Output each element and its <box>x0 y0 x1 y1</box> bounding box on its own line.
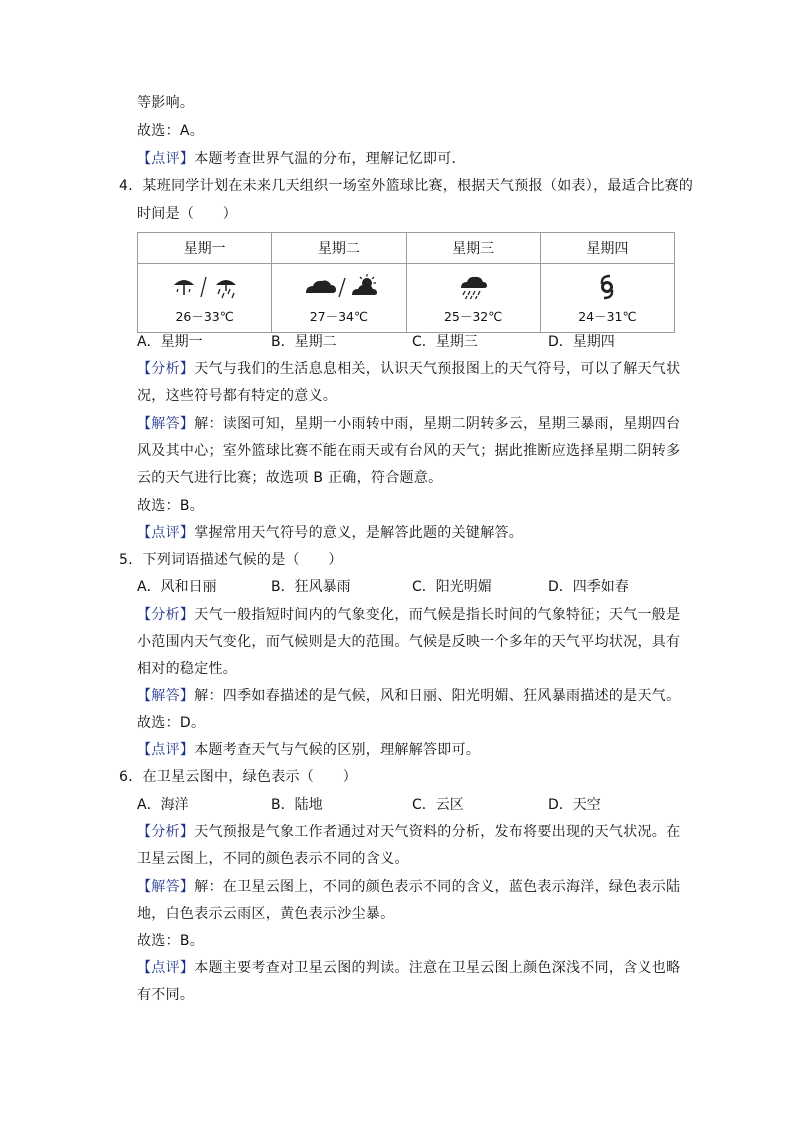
temperature-range: 24－31℃ <box>578 309 637 324</box>
solution-tag: 【解答】 <box>137 879 195 895</box>
solution-line-cont: 云的天气进行比赛；故选项 B 正确，符合题意。 <box>137 470 443 486</box>
forecast-cell-wed <box>406 264 540 333</box>
analysis-line-cont: 小范围内天气变化，而气候则是大的范围。气候是反映一个多年的天气平均状况，具有 <box>137 634 681 650</box>
analysis-tag: 【分析】 <box>137 361 195 377</box>
comment-text: 本题考查天气与气候的区别，理解解答即可。 <box>194 742 481 758</box>
partly-cloudy-icon <box>350 273 378 301</box>
solution-text: 解：四季如春描述的是气候，风和日丽、阳光明媚、狂风暴雨描述的是天气。 <box>194 688 681 704</box>
solution-tag: 【解答】 <box>137 688 195 704</box>
text-line: 等影响。 <box>137 95 195 111</box>
option-b[interactable]: B．星期二 <box>271 334 337 350</box>
solution-text: 解：读图可知，星期一小雨转中雨，星期二阴转多云，星期三暴雨，星期四台 <box>194 416 681 432</box>
forecast-day-header: 星期三 <box>406 233 540 264</box>
solution-line <box>137 877 680 897</box>
analysis-text: 天气与我们的生活息息相关，认识天气预报图上的天气符号，可以了解天气状 <box>194 361 681 377</box>
temperature-range: 27－34℃ <box>309 309 369 324</box>
temperature-range: 26－33℃ <box>175 309 234 324</box>
comment-text: 本题主要考查对卫星云图的判读。注意在卫星云图上颜色深浅不同，含义也略 <box>194 960 681 976</box>
comment-line-cont: 有不同。 <box>137 987 195 1003</box>
option-c[interactable]: C．云区 <box>412 797 464 813</box>
question-5-stem: 5．下列词语描述气候的是（ ） <box>119 552 343 568</box>
forecast-day-header: 星期四 <box>540 233 674 264</box>
comment-text: 掌握常用天气符号的意义，是解答此题的关键解答。 <box>194 525 524 541</box>
comment-line <box>137 958 680 978</box>
option-a[interactable]: A．风和日丽 <box>137 579 217 595</box>
solution-line-cont: 地，白色表示云雨区，黄色表示沙尘暴。 <box>137 906 395 922</box>
forecast-cell-tue <box>272 264 406 333</box>
question-6-stem: 6．在卫星云图中，绿色表示（ ） <box>119 769 358 785</box>
comment-line <box>137 149 466 169</box>
answer-line: 故选：A。 <box>137 123 205 139</box>
comment-line <box>137 740 480 760</box>
option-b[interactable]: B．狂风暴雨 <box>271 579 351 595</box>
analysis-line <box>137 822 680 842</box>
forecast-day-header: 星期一 <box>138 233 272 264</box>
option-a[interactable]: A．星期一 <box>137 334 203 350</box>
weather-forecast-table <box>137 232 675 333</box>
solution-text: 解：在卫星云图上，不同的颜色表示不同的含义，蓝色表示海洋，绿色表示陆 <box>194 879 681 895</box>
comment-tag: 【点评】 <box>137 960 195 976</box>
typhoon-icon <box>593 273 621 301</box>
solution-line-cont: 风及其中心；室外篮球比赛不能在雨天或有台风的天气；据此推断应选择星期二阴转多 <box>137 443 681 459</box>
temperature-range: 25－32℃ <box>443 309 503 324</box>
option-c[interactable]: C．星期三 <box>412 334 478 350</box>
comment-tag: 【点评】 <box>137 742 195 758</box>
forecast-cell-thu <box>540 264 674 333</box>
moderate-rain-icon <box>213 273 241 301</box>
question-4-stem: 4．某班同学计划在未来几天组织一场室外篮球比赛，根据天气预报（如表），最适合比赛的 <box>119 178 694 194</box>
forecast-day-header: 星期二 <box>272 233 406 264</box>
option-a[interactable]: A．海洋 <box>137 797 189 813</box>
comment-tag: 【点评】 <box>137 525 195 541</box>
analysis-line <box>137 359 680 379</box>
question-4-stem-cont: 时间是（ ） <box>137 206 238 222</box>
option-d[interactable]: D．四季如春 <box>548 579 629 595</box>
analysis-line-cont: 相对的稳定性。 <box>137 661 238 677</box>
comment-text: 本题考查世界气温的分布，理解记忆即可． <box>194 151 466 167</box>
answer-line: 故选：B。 <box>137 933 205 949</box>
answer-line: 故选：B。 <box>137 498 205 514</box>
answer-line: 故选：D。 <box>137 715 206 731</box>
option-d[interactable]: D．天空 <box>548 797 601 813</box>
solution-line <box>137 686 680 706</box>
forecast-cell-mon <box>138 264 272 333</box>
option-d[interactable]: D．星期四 <box>548 334 615 350</box>
comment-line <box>137 523 523 543</box>
option-c[interactable]: C．阳光明媚 <box>412 579 492 595</box>
analysis-tag: 【分析】 <box>137 607 195 623</box>
solution-tag: 【解答】 <box>137 416 195 432</box>
analysis-tag: 【分析】 <box>137 824 195 840</box>
heavy-rain-icon <box>457 273 489 301</box>
comment-tag: 【点评】 <box>137 151 195 167</box>
analysis-line-cont: 卫星云图上，不同的颜色表示不同的含义。 <box>137 851 409 867</box>
analysis-line <box>137 605 680 625</box>
option-b[interactable]: B．陆地 <box>271 797 323 813</box>
analysis-text: 天气预报是气象工作者通过对天气资料的分析，发布将要出现的天气状况。在 <box>194 824 681 840</box>
analysis-text: 天气一般指短时间内的气象变化，而气候是指长时间的气象特征；天气一般是 <box>194 607 681 623</box>
solution-line <box>137 414 680 434</box>
analysis-line-cont: 况，这些符号都有特定的意义。 <box>137 388 338 404</box>
